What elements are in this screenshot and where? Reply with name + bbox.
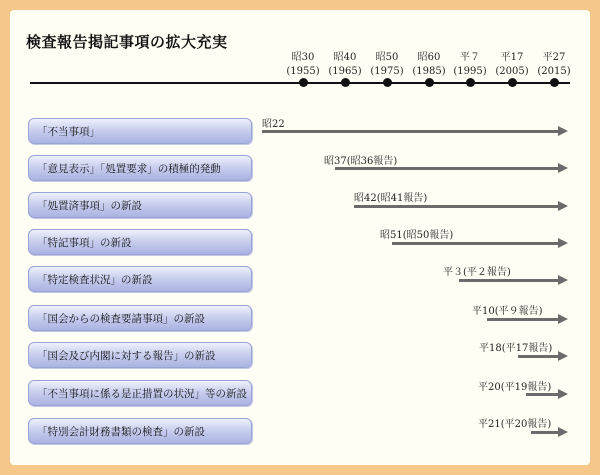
era-label-1975: 昭50 (1975) — [370, 52, 404, 77]
timeline-dot — [550, 78, 559, 87]
timeline-dot — [341, 78, 350, 87]
era-label-1995: 平７ (1995) — [453, 52, 487, 77]
arrow-shochizumi — [354, 205, 559, 208]
arrow-iken-hyoji — [335, 167, 559, 170]
arrow-kokkai-naikaku — [518, 355, 559, 358]
item-box-tokubetsu-kaikei: 「特別会計財務書類の検査」の新設 — [28, 418, 252, 444]
arrow-label-zesei-sochi: 平20(平19報告) — [478, 382, 552, 393]
era-label-2005: 平17 (2005) — [495, 52, 529, 77]
item-box-zesei-sochi: 「不当事項に係る是正措置の状況」等の新設 — [28, 380, 252, 406]
item-box-futo-jiko: 「不当事項」 — [28, 118, 252, 144]
item-box-tokki-jiko: 「特記事項」の新設 — [28, 229, 252, 255]
era-label-2015: 平27 (2015) — [537, 52, 571, 77]
arrow-label-tokubetsu-kaikei: 平21(平20報告) — [478, 419, 552, 430]
arrow-label-kokkai-naikaku: 平18(平17報告) — [479, 343, 553, 354]
item-box-kokkai-naikaku: 「国会及び内閣に対する報告」の新設 — [28, 342, 252, 368]
item-box-tokutei-kensa: 「特定検査状況」の新設 — [28, 266, 252, 292]
arrow-tokki-jiko — [392, 242, 559, 245]
timeline-dot — [383, 78, 392, 87]
item-box-kokkai-yosei: 「国会からの検査要請事項」の新設 — [28, 305, 252, 331]
arrow-zesei-sochi — [526, 393, 559, 396]
arrow-label-shochizumi: 昭42(昭41報告) — [354, 193, 428, 204]
diagram-title: 検査報告掲記事項の拡大充実 — [26, 33, 228, 51]
era-label-1985: 昭60 (1985) — [412, 52, 446, 77]
timeline-dot — [299, 78, 308, 87]
item-box-shochizumi: 「処置済事項」の新設 — [28, 192, 252, 218]
arrow-label-tokki-jiko: 昭51(昭50報告) — [380, 230, 454, 241]
timeline-dot — [466, 78, 475, 87]
timeline-dot — [425, 78, 434, 87]
arrow-label-iken-hyoji: 昭37(昭36報告) — [324, 156, 398, 167]
arrow-tokubetsu-kaikei — [531, 431, 559, 434]
timeline-dot — [508, 78, 517, 87]
era-label-1955: 昭30 (1955) — [286, 52, 320, 77]
arrow-label-tokutei-kensa: 平３(平２報告) — [443, 267, 511, 278]
era-label-1965: 昭40 (1965) — [328, 52, 362, 77]
arrow-kokkai-yosei — [487, 318, 559, 321]
item-box-iken-hyoji: 「意見表示」「処置要求」の積極的発動 — [28, 155, 252, 181]
arrow-label-kokkai-yosei: 平10(平９報告) — [472, 306, 543, 317]
arrow-tokutei-kensa — [459, 279, 559, 282]
arrow-futo-jiko — [262, 130, 559, 133]
arrow-label-futo-jiko: 昭22 — [262, 119, 285, 130]
